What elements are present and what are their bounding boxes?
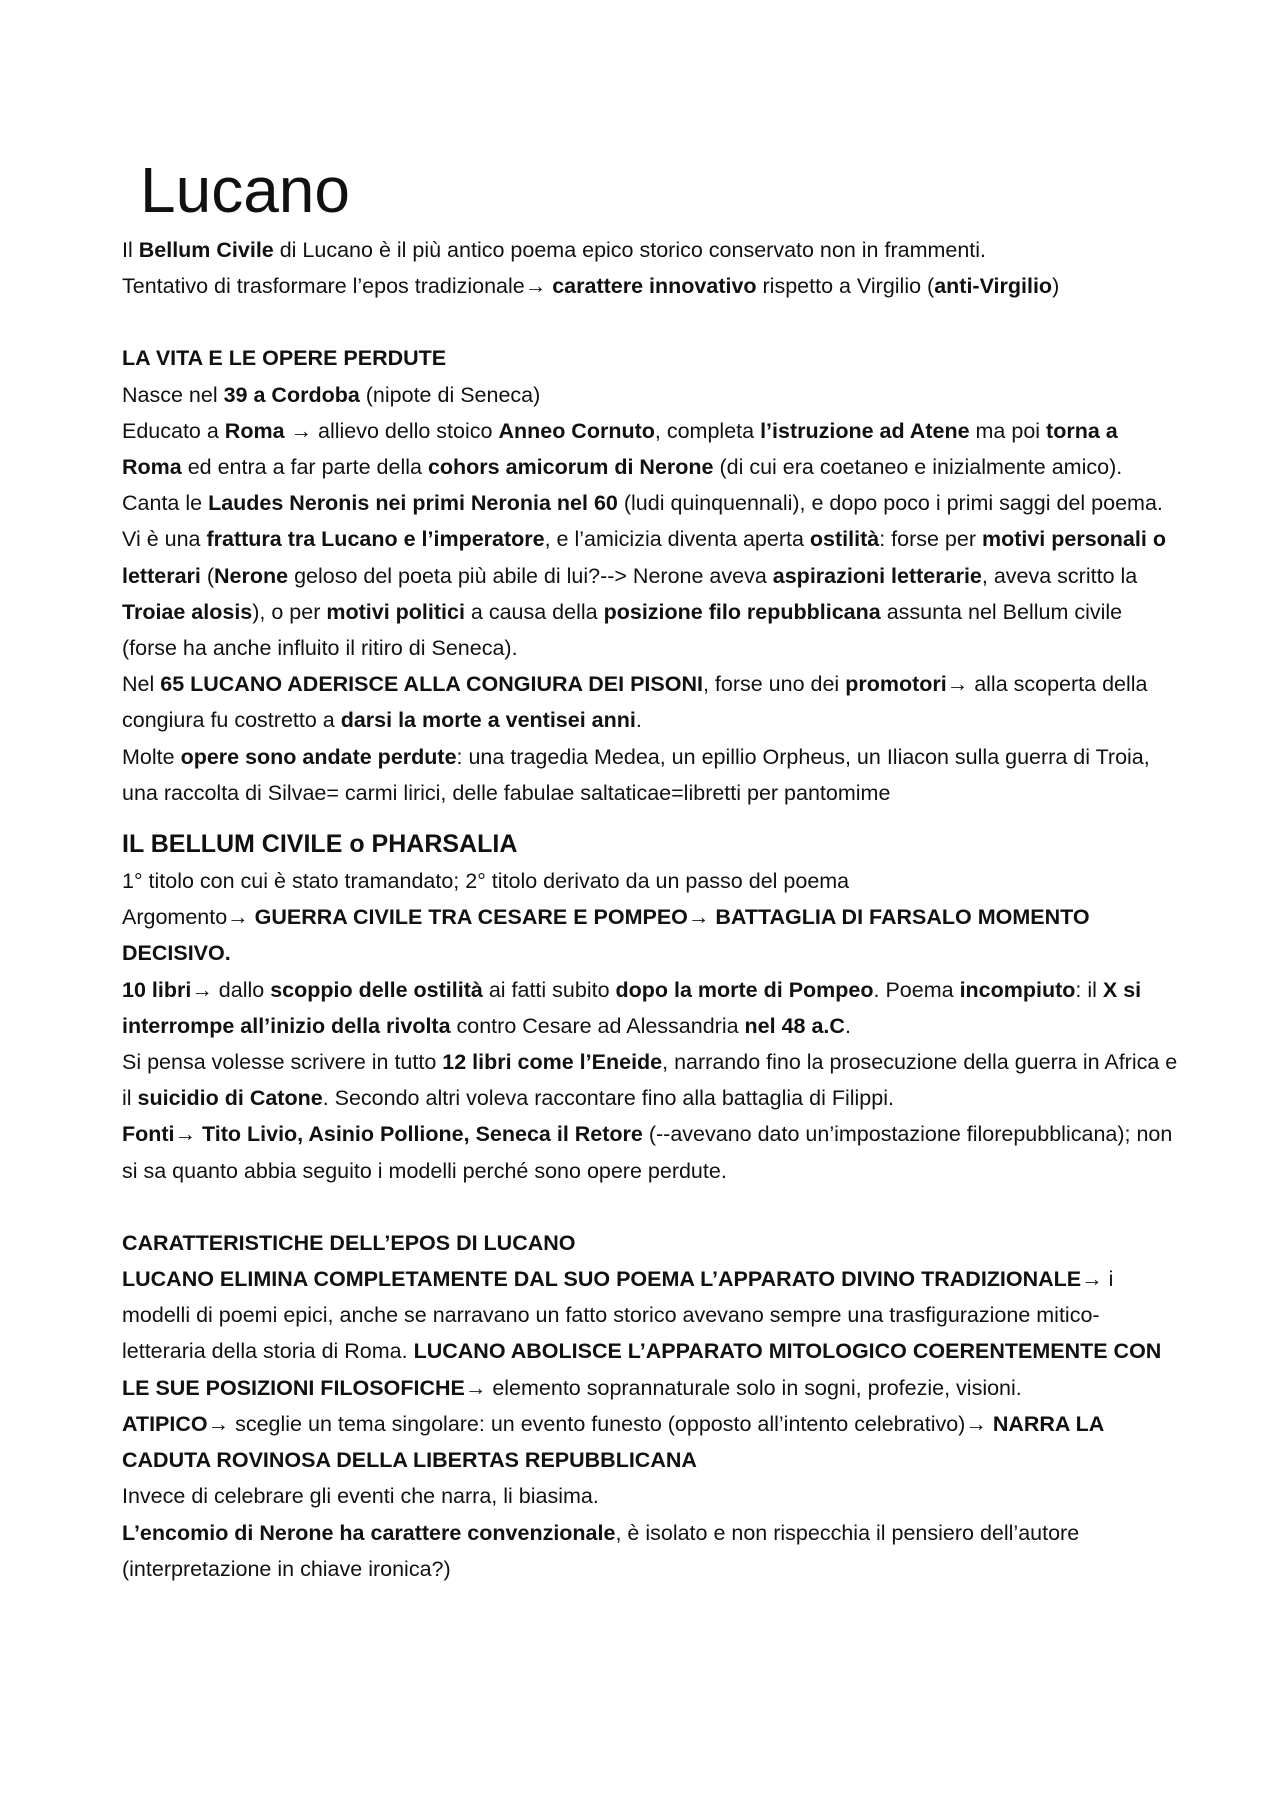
text-run: (ludi quinquennali), e dopo poco i primi saggi del poema. (617, 491, 1163, 516)
text-run: Invece di celebrare gli eventi che narra, li biasima. (122, 1484, 599, 1509)
bold-text: Anneo Cornuto (498, 418, 655, 443)
intro-paragraph (122, 268, 1182, 304)
text-run: . (844, 1013, 851, 1038)
bold-text: ostilità (809, 527, 880, 552)
bold-text: Laudes Neronis nei primi Neronia nel 60 (208, 491, 618, 516)
text-run: ), o per (252, 599, 327, 624)
text-run: elemento soprannaturale solo in sogni, profezie, visioni. (486, 1375, 1022, 1400)
text-run: ( (200, 563, 215, 588)
bold-text: l’istruzione ad Atene (760, 418, 970, 443)
section-heading: CARATTERISTICHE DELL’EPOS DI LUCANO (122, 1230, 576, 1255)
text-run: . Poema (873, 977, 960, 1002)
text-run: : il (1075, 977, 1103, 1002)
text-run: geloso del poeta più abile di lui?--> Nerone aveva (288, 563, 773, 588)
text-run: Molte (122, 744, 181, 769)
bold-text: BATTAGLIA DI FARSALO MOMENTO DECISIVO. (122, 905, 1090, 966)
text-run: (--avevano dato un’impostazione filorepubblicana); non si sa quanto abbia seguito i modelli perché sono opere perdute. (122, 1122, 1173, 1183)
bold-text: → (191, 977, 213, 1002)
bold-text: → (284, 418, 318, 443)
text-run: ma poi (969, 418, 1047, 443)
bold-text: → (965, 1411, 987, 1436)
text-run: ai fatti subito (482, 977, 616, 1002)
section-vita (122, 340, 1182, 811)
bold-text: Troiae alosis (122, 599, 253, 624)
paragraph (122, 1044, 1182, 1116)
bold-text: → (207, 1411, 230, 1436)
section-bellum (122, 825, 1182, 1189)
bold-text: aspirazioni letterarie (772, 563, 982, 588)
bold-text: 65 LUCANO ADERISCE ALLA CONGIURA DEI PISONI (160, 672, 703, 697)
bold-text: promotori (845, 672, 947, 697)
section-epos (122, 1225, 1182, 1587)
bold-text: dopo la morte di Pompeo (615, 977, 874, 1002)
bold-text: motivi personali o letterari (122, 527, 1166, 588)
bold-text: → (687, 905, 716, 930)
bold-text: incompiuto (959, 977, 1076, 1002)
text-run: Educato a (122, 418, 225, 443)
paragraph (122, 1116, 1182, 1188)
text-run: rispetto a Virgilio ( (756, 274, 935, 299)
text-run: dallo (212, 977, 271, 1002)
bold-text: Roma (224, 418, 285, 443)
intro (122, 232, 1182, 304)
bold-text: LUCANO ABOLISCE L’APPARATO MITOLOGICO COERENTEMENTE CON LE SUE POSIZIONI FILOSOFICHE (122, 1339, 1162, 1400)
text-run: Vi è una (122, 527, 207, 552)
text-run: (di cui era coetaneo e inizialmente amico). Canta le (122, 455, 1123, 516)
text-run: ed entra a far parte della (181, 455, 428, 480)
text-run: , è isolato e non rispecchia il pensiero dell’autore (interpretazione in chiave ironica?) (122, 1520, 1080, 1581)
text-run: 1° titolo con cui è stato tramandato; 2° titolo derivato da un passo del poema (122, 869, 850, 894)
bold-text: nel 48 a.C (744, 1013, 845, 1038)
text-run: assunta nel Bellum civile (forse ha anche influito il ritiro di Seneca). (122, 599, 1123, 661)
bold-text: Bellum Civile (138, 238, 274, 262)
text-run: Si pensa volesse scrivere in tutto (122, 1050, 443, 1075)
paragraph (122, 1406, 1182, 1478)
page-title: Lucano (140, 154, 350, 226)
bold-text: → (227, 905, 255, 930)
paragraph (122, 413, 1182, 522)
paragraph (122, 1478, 1182, 1514)
paragraph (122, 899, 1182, 971)
bold-text: Nerone (214, 563, 289, 588)
paragraph (122, 1261, 1182, 1406)
text-run: , e l’amicizia diventa aperta (544, 527, 810, 552)
bold-text: motivi politici (326, 599, 465, 624)
text-run: Nasce nel (122, 382, 224, 407)
text-run: . (635, 708, 642, 733)
bold-text: anti-Virgilio (934, 274, 1053, 299)
bold-text: X si interrompe all’inizio della rivolta (122, 977, 1142, 1038)
bold-text: carattere innovativo (552, 274, 757, 299)
bold-text: 39 a Cordoba (223, 382, 360, 407)
intro-paragraph (122, 232, 1182, 268)
bold-text: 12 libri come l’Eneide (442, 1050, 663, 1075)
text-run: Tentativo di trasformare l’epos tradizionale (122, 274, 525, 299)
text-run: di Lucano è il più antico poema epico storico conservato non in frammenti. (273, 238, 987, 262)
text-run: Argomento (122, 905, 228, 930)
bold-text: scoppio delle ostilità (270, 977, 483, 1002)
section-heading: LA VITA E LE OPERE PERDUTE (122, 346, 447, 371)
text-run: Nel (122, 672, 161, 697)
paragraph (122, 521, 1182, 666)
bold-text: ATIPICO (122, 1411, 208, 1436)
text-run: sceglie un tema singolare: un evento funesto (opposto all’intento celebrativo) (229, 1411, 966, 1436)
bold-text: → (524, 274, 553, 299)
bold-text: frattura tra Lucano e l’imperatore (206, 527, 545, 552)
paragraph (122, 863, 1182, 899)
bold-text: 10 libri (122, 977, 192, 1002)
bold-text: → (464, 1375, 487, 1400)
paragraph (122, 377, 1182, 413)
bold-text: → (946, 672, 969, 697)
text-run: , narrando fino la prosecuzione della guerra in Africa e il (122, 1050, 1178, 1111)
text-run: , aveva scritto la (981, 563, 1138, 588)
paragraph (122, 1515, 1182, 1587)
bold-text: NARRA LA CADUTA ROVINOSA DELLA LIBERTAS REPUBBLICANA (122, 1411, 1104, 1473)
bold-text: → (1081, 1267, 1103, 1292)
text-run: alla scoperta della congiura fu costretto a (122, 672, 1148, 733)
text-run: i modelli di poemi epici, anche se narravano un fatto storico avevano sempre una trasfigurazione mitico-letteraria della storia di Roma. (122, 1267, 1114, 1364)
paragraph (122, 972, 1182, 1044)
document-page (122, 150, 1182, 1587)
text-run: , completa (654, 418, 761, 443)
text-run: a causa della (464, 599, 604, 624)
bold-text: opere sono andate perdute (180, 744, 457, 769)
text-run: : forse per (879, 527, 982, 552)
text-run: ) (1052, 274, 1060, 299)
paragraph (122, 739, 1182, 811)
paragraph (122, 666, 1182, 738)
text-run: contro Cesare ad Alessandria (450, 1013, 745, 1038)
bold-text: GUERRA CIVILE TRA CESARE E POMPEO (254, 905, 688, 930)
bold-text: darsi la morte a ventisei anni (340, 708, 636, 733)
bold-text: Tito Livio, Asinio Pollione, Seneca il Retore (202, 1122, 643, 1147)
bold-text: Fonti (122, 1122, 175, 1147)
text-run: Il (122, 238, 139, 262)
bold-text: suicidio di Catone (137, 1086, 323, 1111)
text-run: . Secondo altri voleva raccontare fino alla battaglia di Filippi. (322, 1086, 894, 1111)
text-run: : una tragedia Medea, un epillio Orpheus, un Iliacon sulla guerra di Troia, una raccolta di Silvae= carmi lirici, delle fabulae saltaticae=libretti per pantomime (122, 744, 1150, 805)
bold-text: L’encomio di Nerone ha carattere convenzionale (122, 1520, 616, 1545)
text-run: , forse uno dei (702, 672, 846, 697)
bold-text: LUCANO ELIMINA COMPLETAMENTE DAL SUO POEMA L’APPARATO DIVINO TRADIZIONALE (122, 1267, 1082, 1292)
bold-text: torna a Roma (122, 418, 1118, 480)
bold-text: cohors amicorum di Nerone (427, 455, 714, 480)
bold-text: → (174, 1122, 203, 1147)
section-heading: IL BELLUM CIVILE o PHARSALIA (122, 830, 518, 859)
text-run: (nipote di Seneca) (359, 382, 541, 407)
text-run: allievo dello stoico (317, 418, 499, 443)
bold-text: posizione filo repubblicana (603, 599, 881, 624)
